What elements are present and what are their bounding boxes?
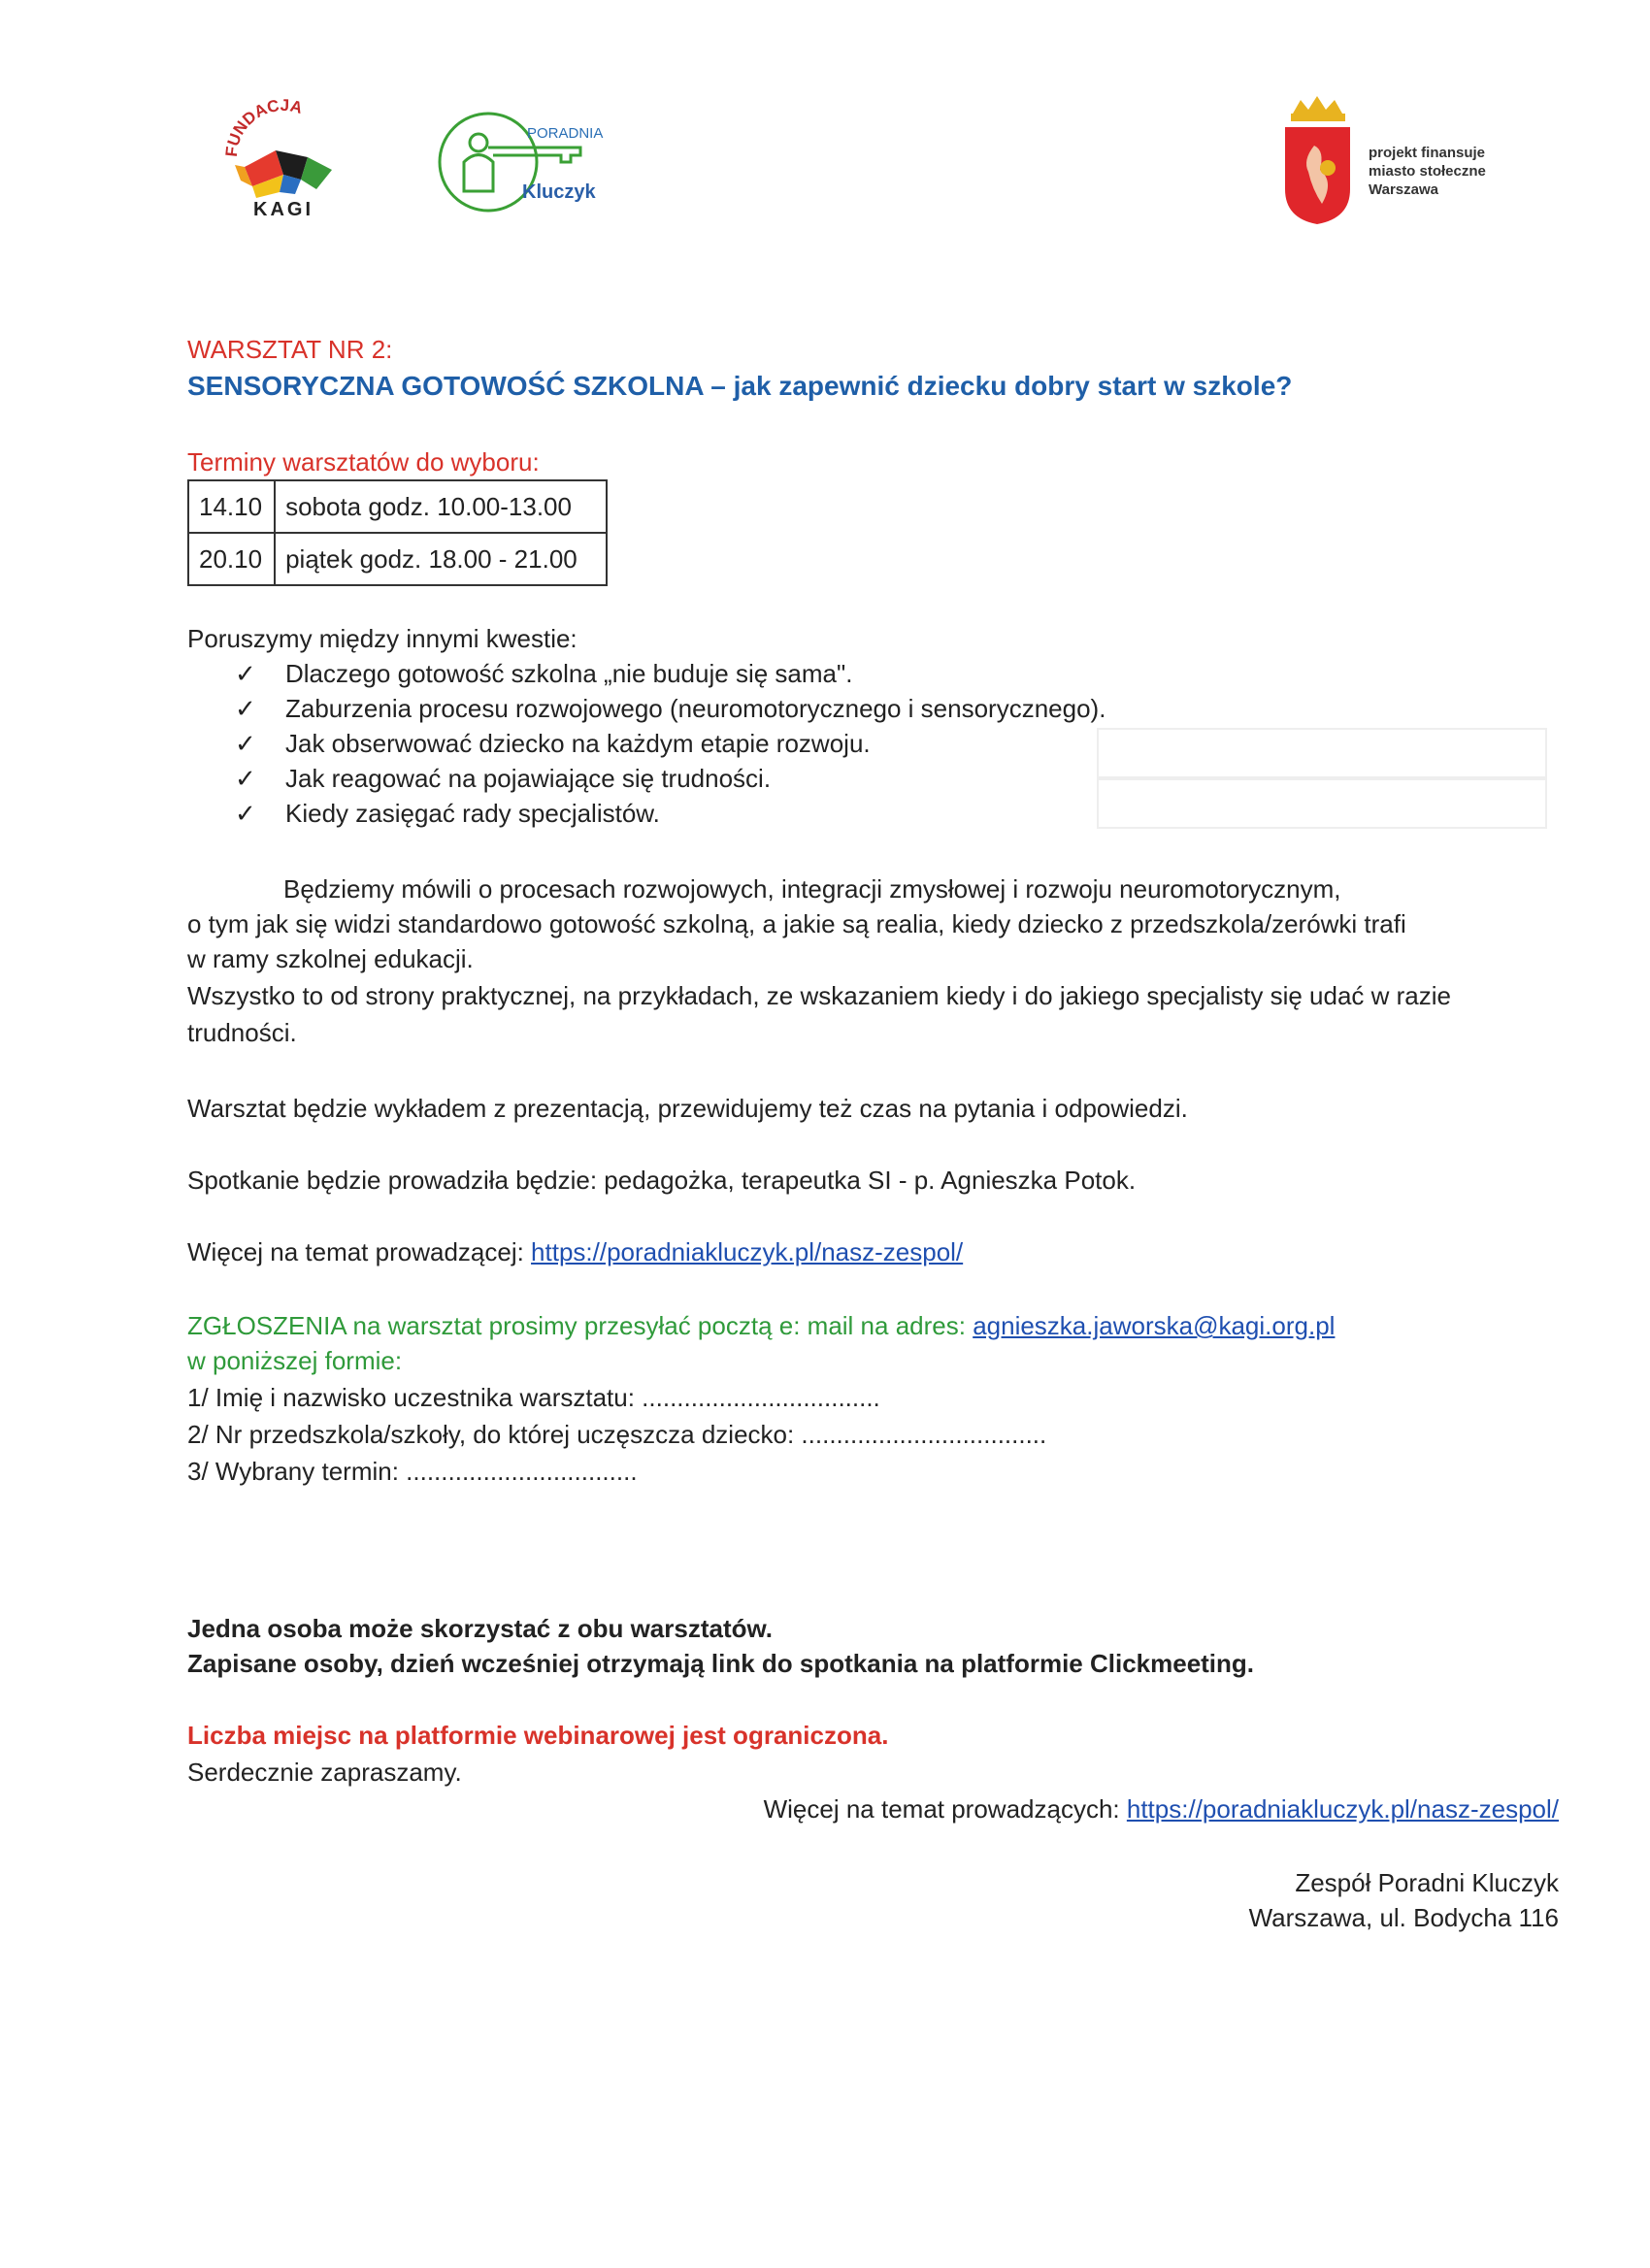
- description-line: Wszystko to od strony praktycznej, na przykładach, ze wskazaniem kiedy i do jakiego specjalisty się udać w razie: [187, 981, 1452, 1010]
- note-limit: Liczba miejsc na platformie webinarowej jest ograniczona.: [187, 1721, 889, 1750]
- topic-text: Dlaczego gotowość szkolna „nie buduje się sama".: [285, 659, 853, 688]
- term-date: 20.10: [188, 533, 275, 585]
- workshop-number: WARSZTAT NR 2:: [187, 335, 393, 364]
- form-field: 2/ Nr przedszkola/szkoły, do której uczęszcza dziecko: ...................................: [187, 1420, 1047, 1449]
- topic-text: Jak obserwować dziecko na każdym etapie rozwoju.: [285, 729, 871, 758]
- host-note: Spotkanie będzie prowadziła będzie: pedagożka, terapeutka SI - p. Agnieszka Potok.: [187, 1166, 1137, 1195]
- topics-intro: Poruszymy między innymi kwestie:: [187, 624, 578, 653]
- funding-text: [1369, 144, 1486, 199]
- footer-more: [764, 1791, 1559, 1826]
- svg-text:FUNDACJA: [222, 97, 305, 157]
- check-icon: ✓: [235, 659, 256, 688]
- form-field: 3/ Wybrany termin: .................................: [187, 1457, 638, 1486]
- description-line: Będziemy mówili o procesach rozwojowych, integracji zmysłowej i rozwoju neuromotorycznym,: [283, 874, 1341, 904]
- email-link[interactable]: agnieszka.jaworska@kagi.org.pl: [973, 1311, 1336, 1340]
- kagi-name: KAGI: [253, 199, 314, 218]
- warsaw-crest: [1281, 92, 1354, 228]
- kagi-arc-text: FUNDACJA: [221, 97, 305, 158]
- check-icon: ✓: [235, 729, 256, 758]
- kluczyk-top: PORADNIA: [527, 125, 604, 142]
- kluczyk-bottom: Kluczyk: [522, 181, 596, 203]
- more-info-label: Więcej na temat prowadzącej:: [187, 1237, 532, 1266]
- table-row: [188, 533, 607, 585]
- format-note: Warsztat będzie wykładem z prezentacją, przewidujemy też czas na pytania i odpowiedzi.: [187, 1094, 1188, 1123]
- footer-more-label: Więcej na temat prowadzących:: [763, 1794, 1127, 1824]
- topic-text: Jak reagować na pojawiające się trudności.: [285, 764, 772, 793]
- list-item: [235, 796, 1106, 831]
- bleed-through: [1097, 369, 1582, 1339]
- note-both-workshops: Jedna osoba może skorzystać z obu warsztatów.: [187, 1614, 773, 1643]
- description-line: o tym jak się widzi standardowo gotowość szkolną, a jakie są realia, kiedy dziecko z przedszkola/zerówki trafi: [187, 909, 1406, 938]
- form-field: 1/ Imię i nazwisko uczestnika warsztatu: ..................................: [187, 1383, 880, 1412]
- kagi-logo: [215, 97, 351, 218]
- team-link[interactable]: https://poradniakluczyk.pl/nasz-zespol/: [531, 1237, 964, 1266]
- funding-line-2: miasto stołeczne: [1369, 163, 1486, 180]
- workshop-title: [187, 369, 1292, 404]
- check-icon: ✓: [235, 799, 256, 828]
- note-clickmeeting: Zapisane osoby, dzień wcześniej otrzymają link do spotkania na platformie Clickmeeting.: [187, 1649, 1255, 1678]
- term-date: 14.10: [188, 480, 275, 533]
- topic-text: Zaburzenia procesu rozwojowego (neuromotorycznego i sensorycznego).: [285, 694, 1106, 723]
- topics-list: [235, 656, 1106, 831]
- form-intro: w poniższej formie:: [187, 1346, 403, 1375]
- check-icon: ✓: [235, 764, 256, 793]
- description-line: trudności.: [187, 1018, 297, 1047]
- more-info: [187, 1234, 963, 1269]
- table-row: [188, 480, 607, 533]
- terms-table: [187, 479, 608, 586]
- registration-text: ZGŁOSZENIA na warsztat prosimy przesyłać pocztą e: mail na adres:: [187, 1311, 974, 1340]
- term-time: sobota godz. 10.00-13.00: [275, 480, 607, 533]
- kluczyk-logo: [435, 109, 629, 215]
- invite: Serdecznie zapraszamy.: [187, 1758, 462, 1787]
- footer-team-link[interactable]: https://poradniakluczyk.pl/nasz-zespol/: [1126, 1794, 1559, 1824]
- footer-org: Zespół Poradni Kluczyk: [1295, 1868, 1559, 1897]
- topic-text: Kiedy zasięgać rady specjalistów.: [285, 799, 660, 828]
- funding-line-1: projekt finansuje: [1369, 145, 1486, 161]
- workshop-title-rest: – jak zapewnić dziecku dobry start w szkole?: [703, 371, 1293, 401]
- registration: [187, 1308, 1335, 1343]
- list-item: [235, 726, 1106, 761]
- list-item: [235, 656, 1106, 691]
- list-item: [235, 761, 1106, 796]
- workshop-title-caps: SENSORYCZNA GOTOWOŚĆ SZKOLNA: [187, 371, 704, 401]
- terms-label: Terminy warsztatów do wyboru:: [187, 447, 540, 477]
- footer-address: Warszawa, ul. Bodycha 116: [1248, 1903, 1559, 1932]
- check-icon: ✓: [235, 694, 256, 723]
- term-time: piątek godz. 18.00 - 21.00: [275, 533, 607, 585]
- funding-line-3: Warszawa: [1369, 181, 1438, 198]
- description-line: w ramy szkolnej edukacji.: [187, 944, 474, 973]
- list-item: [235, 691, 1106, 726]
